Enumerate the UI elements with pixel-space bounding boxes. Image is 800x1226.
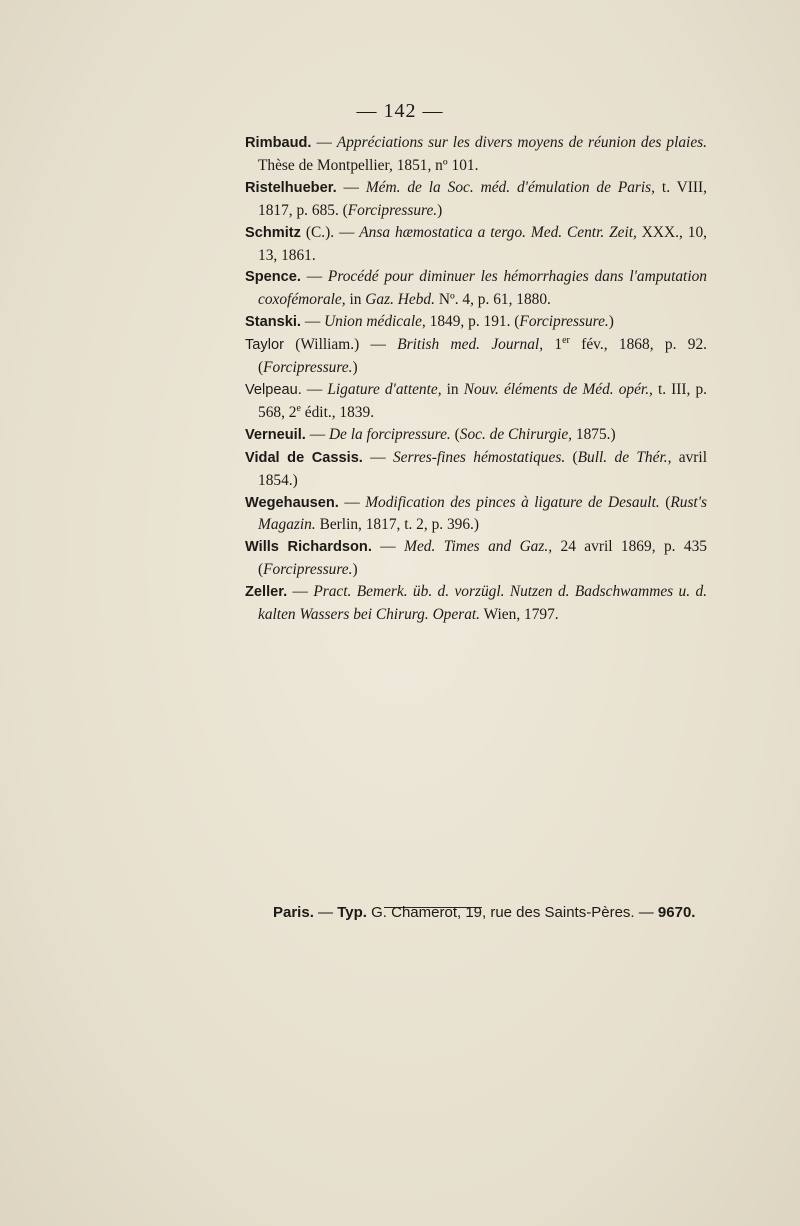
entry-text: 24 avril 1869, p. 435 ( <box>258 538 708 579</box>
entry-author: Rimbaud. <box>245 135 312 151</box>
entry-text: er <box>562 335 570 347</box>
entry-text: 1849, p. 191. ( <box>425 313 520 331</box>
bibliography-entry <box>245 222 707 267</box>
entry-title: Soc. de Chirurgie, <box>459 425 573 443</box>
entry-text: e <box>296 402 301 414</box>
entry-text: 1 <box>543 336 563 354</box>
entry-title: Forcipressure. <box>519 313 609 331</box>
entry-separator: (William.) — <box>283 336 398 354</box>
entry-author: Wills Richardson. <box>245 539 372 556</box>
printer-imprint <box>273 904 696 921</box>
entry-author: Verneuil. <box>245 426 306 443</box>
entry-title: Bull. de Thér., <box>577 448 672 466</box>
page-number: — 142 — <box>356 100 444 122</box>
bibliography-entry <box>245 132 707 177</box>
entry-title: Appréciations sur les divers moyens de réunion des plaies. <box>336 134 708 151</box>
entry-separator: — <box>301 380 328 398</box>
entry-text: Thèse de Montpellier, 1851, nº 101. <box>258 156 479 174</box>
entry-title: Modification des pinces à ligature de Desault. <box>365 493 660 511</box>
entry-title: Rust's Magazin. <box>258 493 707 534</box>
entry-title: De la forcipressure. <box>328 425 451 443</box>
entry-title: Ansa hæmostatica a tergo. Med. Centr. Zeit, <box>359 223 637 241</box>
bibliography-entry <box>245 492 707 537</box>
bibliography-list <box>245 132 707 626</box>
entry-author: Wegehausen. <box>245 494 339 511</box>
bibliography-entry <box>245 311 707 334</box>
entry-separator: — <box>287 583 314 601</box>
entry-text: ( <box>659 493 671 511</box>
entry-title: Med. Times and Gaz., <box>404 538 553 556</box>
entry-text: édit., 1839. <box>300 403 375 421</box>
entry-title: Serres-fines hémostatiques. <box>392 448 566 466</box>
imprint-typ: Typ. <box>337 904 367 921</box>
bibliography-entry <box>245 379 707 424</box>
entry-author: Zeller. <box>245 584 288 601</box>
entry-title: Gaz. Hebd. <box>365 291 435 309</box>
entry-title: British med. Journal, <box>397 336 544 354</box>
entry-text: Nº. 4, p. 61, 1880. <box>434 291 551 309</box>
entry-title: Forcipressure. <box>263 561 353 579</box>
entry-separator: — <box>371 538 405 556</box>
imprint-number: 9670. <box>657 904 696 921</box>
entry-title: Mém. de la Soc. méd. d'émulation de Paris, <box>365 178 656 196</box>
imprint-city: Paris. <box>273 904 314 921</box>
entry-separator: (C.). — <box>300 223 360 241</box>
bibliography-entry <box>245 447 707 492</box>
entry-author: Taylor <box>245 337 284 354</box>
entry-text: avril 1854.) <box>258 448 707 489</box>
imprint-printer: G. Chamerot, 19, rue des Saints-Pères. <box>366 904 635 921</box>
entry-text: XXX., 10, 13, 1861. <box>258 223 707 264</box>
entry-separator: — <box>300 268 328 286</box>
entry-author: Stanski. <box>245 314 301 331</box>
entry-title: Procédé pour diminuer les hémorrhagies dans l'amputation coxofémorale, <box>258 268 707 309</box>
entry-text: t. III, p. 568, 2 <box>258 380 707 421</box>
entry-separator: — <box>362 448 393 466</box>
entry-title: Forcipressure. <box>263 359 353 377</box>
entry-text: ( <box>565 448 578 466</box>
bibliography-entry <box>245 424 707 447</box>
entry-text: in <box>345 291 366 309</box>
bibliography-entry <box>245 266 707 311</box>
entry-title: Forcipressure. <box>347 201 438 219</box>
entry-separator: — <box>338 493 366 511</box>
imprint-dash-1: — <box>313 904 338 921</box>
entry-text: ) <box>608 313 614 331</box>
entry-author: Velpeau. <box>245 381 302 398</box>
entry-separator: — <box>300 313 325 331</box>
entry-text: ( <box>450 425 460 443</box>
entry-text: ) <box>437 201 443 219</box>
entry-title: Pract. Bemerk. üb. d. vorzügl. Nutzen d. Badschwammes u. d. kalten Wassers bei Chirurg. Operat. <box>258 583 707 624</box>
entry-text: Berlin, 1817, t. 2, p. 396.) <box>315 516 480 534</box>
entry-separator: — <box>305 425 329 443</box>
bibliography-entry <box>245 581 707 626</box>
entry-text: Wien, 1797. <box>480 606 559 624</box>
entry-text: t. VIII, 1817, p. 685. ( <box>258 178 707 219</box>
entry-title: Nouv. éléments de Méd. opér., <box>463 380 653 398</box>
entry-author: Schmitz <box>245 224 301 241</box>
entry-title: Union médicale, <box>324 313 426 331</box>
entry-separator: — <box>336 178 366 196</box>
entry-author: Vidal de Cassis. <box>245 449 363 466</box>
entry-author: Spence. <box>245 269 301 286</box>
bibliography-entry <box>245 177 707 222</box>
entry-text: fév., 1868, p. 92. ( <box>258 336 707 377</box>
entry-text: 1875.) <box>572 425 616 443</box>
entry-text: in <box>441 380 464 398</box>
bibliography-entry <box>245 334 707 379</box>
entry-text: ) <box>352 359 358 377</box>
imprint-dash-2: — <box>634 904 658 921</box>
bibliography-entry <box>245 536 707 581</box>
entry-title: Ligature d'attente, <box>327 380 442 398</box>
entry-text: ) <box>352 561 358 579</box>
entry-author: Ristelhueber. <box>245 179 337 196</box>
entry-separator: — <box>311 134 337 151</box>
